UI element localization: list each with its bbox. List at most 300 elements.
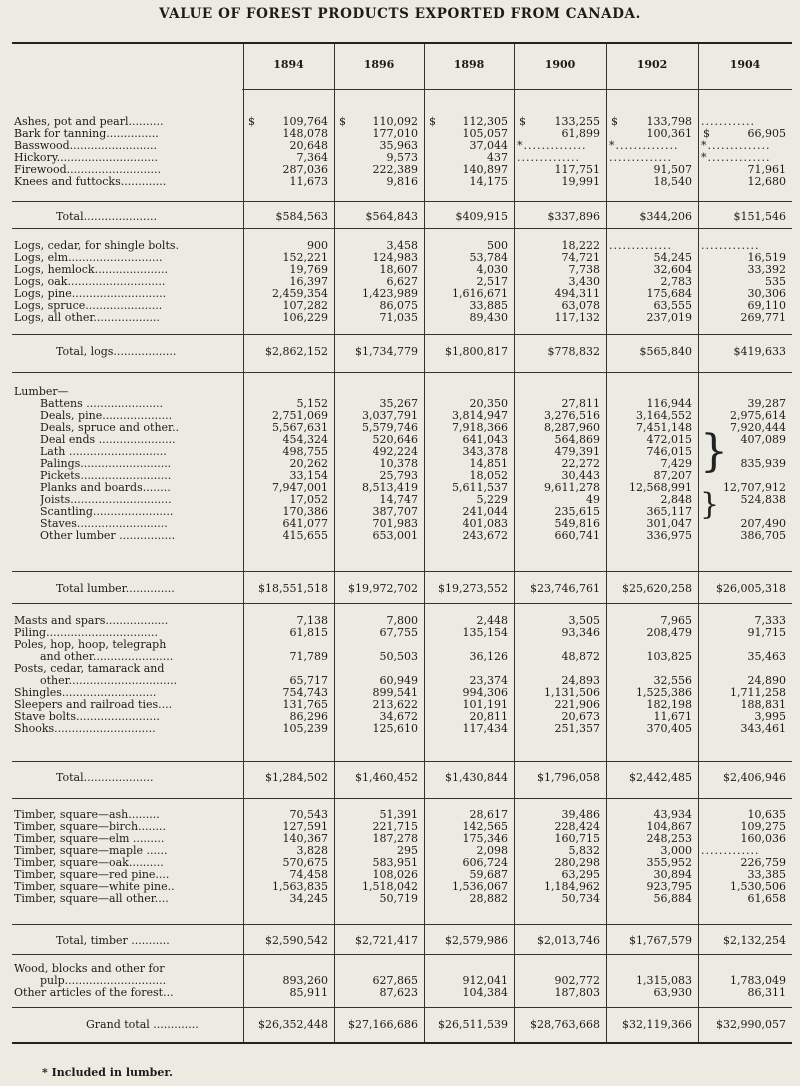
table-row [12,346,792,358]
value-cell: 24,893 [561,674,600,687]
value-cell: $19,972,702 [348,582,418,595]
value-cell: 287,036 [282,163,328,176]
value-cell: 63,295 [561,868,600,881]
value-cell: 109,764 [282,115,328,128]
value-cell: 7,965 [660,614,692,627]
row-label: Timber, square—white pine.. [14,881,175,893]
value-cell: 228,424 [554,820,600,833]
value-cell: 20,350 [469,397,508,410]
dollar-sign: $ [339,115,346,128]
value-cell: 235,615 [554,505,600,518]
value-cell: 269,771 [740,311,786,324]
row-label: Pickets.......................... [40,470,172,482]
value-cell: $1,767,579 [629,934,692,947]
value-cell: 33,154 [289,469,328,482]
value-cell: 498,755 [282,445,328,458]
value-cell: 7,451,148 [636,421,692,434]
value-cell: ............ [701,116,755,128]
row-label: Lumber— [14,386,69,398]
row-label: Planks and boards........ [40,482,171,494]
dollar-sign: $ [248,115,255,128]
value-cell: 207,490 [740,517,786,530]
row-label: Basswood......................... [14,140,158,152]
value-cell: 61,815 [289,626,328,639]
value-cell: $27,166,686 [348,1018,418,1031]
value-cell: 251,357 [554,722,600,735]
value-cell: 7,947,001 [272,481,328,494]
row-label: Masts and spars.................. [14,615,169,627]
row-label: Joists............................. [40,494,172,506]
section-rule [12,603,792,604]
value-cell: 479,391 [554,445,600,458]
value-cell: 5,567,631 [272,421,328,434]
value-cell: 520,646 [372,433,418,446]
value-cell: 3,505 [568,614,600,627]
value-cell: 893,260 [282,974,328,987]
value-cell: 18,540 [653,175,692,188]
table-row [12,723,792,735]
section-rule [12,954,792,955]
value-cell: 51,391 [379,808,418,821]
row-label: Hickory............................. [14,152,158,164]
value-cell: 912,041 [462,974,508,987]
value-cell: 177,010 [372,127,418,140]
value-cell: ............. [701,845,760,857]
value-cell: 117,434 [462,722,508,735]
value-cell: 9,816 [386,175,418,188]
value-cell: $151,546 [733,210,786,223]
value-cell: 295 [397,844,418,857]
value-cell: 8,513,419 [362,481,418,494]
row-label: Sleepers and railroad ties.... [14,699,173,711]
table-row [12,530,792,542]
value-cell: 7,738 [568,263,600,276]
value-cell: 23,374 [469,674,508,687]
value-cell: 7,333 [754,614,786,627]
value-cell: 48,872 [561,650,600,663]
value-cell: 401,083 [462,517,508,530]
section-rule [12,761,792,762]
table-row [12,211,792,223]
value-cell: 208,479 [646,626,692,639]
table-row [12,1019,792,1031]
value-cell: 7,429 [660,457,692,470]
value-cell: *.............. [609,140,679,152]
value-cell: 87,623 [379,986,418,999]
value-cell: 11,673 [289,175,328,188]
row-label: Posts, cedar, tamarack and [14,663,165,675]
year-header: 1896 [363,58,395,71]
value-cell: 1,525,386 [636,686,692,699]
value-cell: 660,741 [554,529,600,542]
value-cell: 923,795 [646,880,692,893]
value-cell: 3,814,947 [452,409,508,422]
value-cell: 17,052 [289,493,328,506]
value-cell: 386,705 [740,529,786,542]
value-cell: 125,610 [372,722,418,735]
value-cell: 32,556 [653,674,692,687]
value-cell: 472,015 [646,433,692,446]
table-row [12,583,792,595]
value-cell: 12,680 [747,175,786,188]
value-cell: *.............. [701,140,771,152]
value-cell: 222,389 [372,163,418,176]
value-cell: $2,721,417 [355,934,418,947]
value-cell: 85,911 [289,986,328,999]
value-cell: 63,078 [561,299,600,312]
value-cell: 7,920,444 [730,421,786,434]
year-header: 1904 [729,58,761,71]
value-cell: 14,747 [379,493,418,506]
value-cell: 60,949 [379,674,418,687]
value-cell: 116,944 [646,397,692,410]
value-cell: $1,800,817 [445,345,508,358]
value-cell: 34,672 [379,710,418,723]
value-cell: 583,951 [372,856,418,869]
value-cell: 12,568,991 [629,481,692,494]
value-cell: 69,110 [747,299,786,312]
table-row [12,176,792,188]
value-cell: 135,154 [462,626,508,639]
value-cell: 133,798 [646,115,692,128]
value-cell: *.............. [517,140,587,152]
value-cell: 187,803 [554,986,600,999]
value-cell: 160,715 [554,832,600,845]
value-cell: 32,604 [653,263,692,276]
value-cell: 2,751,069 [272,409,328,422]
value-cell: $26,005,318 [716,582,786,595]
row-label: Total..................... [56,211,158,223]
value-cell: 103,825 [646,650,692,663]
value-cell: 10,635 [747,808,786,821]
value-cell: 105,057 [462,127,508,140]
header-rule [242,89,792,90]
year-header: 1894 [273,58,304,71]
value-cell: 71,035 [379,311,418,324]
value-cell: 9,573 [386,151,418,164]
value-cell: 221,906 [554,698,600,711]
value-cell: $18,551,518 [258,582,328,595]
value-cell: 1,184,962 [544,880,600,893]
value-cell: 606,724 [462,856,508,869]
value-cell: 50,503 [379,650,418,663]
value-cell: 355,952 [646,856,692,869]
value-cell: 5,152 [296,397,328,410]
value-cell: 18,607 [379,263,418,276]
value-cell: 1,518,042 [362,880,418,893]
value-cell: 994,306 [462,686,508,699]
value-cell: 140,897 [462,163,508,176]
value-cell: $1,734,779 [355,345,418,358]
value-cell: 641,077 [282,517,328,530]
value-cell: 101,191 [462,698,508,711]
value-cell: .............. [517,152,580,164]
value-cell: $409,915 [455,210,508,223]
row-label: Deal ends ...................... [40,434,176,446]
value-cell: *.............. [701,152,771,164]
value-cell: 106,229 [282,311,328,324]
value-cell: $19,273,552 [438,582,508,595]
table-row [12,935,792,947]
row-label: Timber, square—all other.... [14,893,169,905]
value-cell: 16,397 [289,275,328,288]
value-cell: $2,013,746 [537,934,600,947]
value-cell: .............. [609,152,672,164]
value-cell: 2,098 [476,844,508,857]
value-cell: 70,543 [289,808,328,821]
value-cell: 11,671 [653,710,692,723]
value-cell: 221,715 [372,820,418,833]
value-cell: 7,800 [386,614,418,627]
value-cell: 54,245 [653,251,692,264]
value-cell: 301,047 [646,517,692,530]
value-cell: 39,486 [561,808,600,821]
value-cell: 175,346 [462,832,508,845]
value-cell: 89,430 [469,311,508,324]
value-cell: 188,831 [740,698,786,711]
value-cell: 336,975 [646,529,692,542]
value-cell: 243,672 [462,529,508,542]
value-cell: 107,282 [282,299,328,312]
value-cell: 105,239 [282,722,328,735]
value-cell: 43,934 [653,808,692,821]
value-cell: 87,207 [653,469,692,482]
value-cell: $2,862,152 [265,345,328,358]
year-header: 1898 [453,58,485,71]
row-label: Staves.......................... [40,518,168,530]
value-cell: 564,869 [554,433,600,446]
value-cell: 1,315,083 [636,974,692,987]
value-cell: 18,222 [561,239,600,252]
value-cell: 3,164,552 [636,409,692,422]
forest-exports-table [12,42,792,1044]
footnote: * Included in lumber. [42,1066,173,1079]
value-cell: $2,590,542 [265,934,328,947]
value-cell: $584,563 [275,210,328,223]
value-cell: 65,717 [289,674,328,687]
row-label: Logs, pine........................... [14,288,167,300]
row-label: Timber, square—red pine.... [14,869,170,881]
value-cell: 109,275 [740,820,786,833]
row-label: Shingles........................... [14,687,157,699]
value-cell: $419,633 [733,345,786,358]
value-cell: 91,507 [653,163,692,176]
value-cell: 56,884 [653,892,692,905]
value-cell: 415,655 [282,529,328,542]
row-label: Logs, oak............................ [14,276,166,288]
value-cell: 37,044 [469,139,508,152]
row-label: Wood, blocks and other for [14,963,165,975]
value-cell: 19,991 [561,175,600,188]
value-cell: 36,126 [469,650,508,663]
value-cell: $26,352,448 [258,1018,328,1031]
value-cell: 3,276,516 [544,409,600,422]
value-cell: 67,755 [379,626,418,639]
value-cell: 22,272 [561,457,600,470]
value-cell: 213,622 [372,698,418,711]
dollar-sign: $ [429,115,436,128]
value-cell: $565,840 [639,345,692,358]
value-cell: 454,324 [282,433,328,446]
value-cell: $32,990,057 [716,1018,786,1031]
value-cell: 14,175 [469,175,508,188]
year-header: 1900 [544,58,576,71]
value-cell: 59,687 [469,868,508,881]
value-cell: 4,030 [476,263,508,276]
value-cell: 152,221 [282,251,328,264]
value-cell: $1,796,058 [537,771,600,784]
value-cell: 61,899 [561,127,600,140]
row-label: Grand total ............. [86,1019,199,1031]
value-cell: 112,305 [462,115,508,128]
section-rule [12,334,792,335]
value-cell: 18,052 [469,469,508,482]
value-cell: 9,611,278 [544,481,600,494]
row-label: Piling................................ [14,627,158,639]
row-label: Logs, spruce...................... [14,300,163,312]
value-cell: 33,392 [747,263,786,276]
table-row [12,627,792,639]
row-label: Total.................... [56,772,154,784]
value-cell: 1,563,835 [272,880,328,893]
value-cell: 343,461 [740,722,786,735]
value-cell: 53,784 [469,251,508,264]
table-row [12,772,792,784]
value-cell: 2,517 [476,275,508,288]
value-cell: 226,759 [740,856,786,869]
value-cell: $344,206 [639,210,692,223]
section-rule [12,201,792,202]
value-cell: 5,611,537 [452,481,508,494]
value-cell: 28,882 [469,892,508,905]
value-cell: $1,430,844 [445,771,508,784]
value-cell: 900 [307,239,328,252]
value-cell: 902,772 [554,974,600,987]
row-label: Logs, cedar, for shingle bolts. [14,240,180,252]
table-row [12,312,792,324]
row-label: and other....................... [40,651,174,663]
value-cell: 549,816 [554,517,600,530]
value-cell: 20,673 [561,710,600,723]
value-cell: 30,894 [653,868,692,881]
row-label: Logs, hemlock..................... [14,264,169,276]
section-rule [12,228,792,229]
value-cell: 754,743 [282,686,328,699]
row-label: Total lumber.............. [56,583,175,595]
row-label: other............................... [40,675,178,687]
value-cell: $23,746,761 [530,582,600,595]
value-cell: 127,591 [282,820,328,833]
table-row [12,651,792,663]
value-cell: 12,707,912 [723,481,786,494]
row-label: Stave bolts........................ [14,711,160,723]
value-cell: 524,838 [740,493,786,506]
value-cell: 2,848 [660,493,692,506]
row-label: Lath ............................ [40,446,167,458]
value-cell: 133,255 [554,115,600,128]
row-label: Deals, spruce and other.. [40,422,180,434]
row-label: Battens ...................... [40,398,164,410]
row-label: Ashes, pot and pearl.......... [14,116,164,128]
value-cell: 500 [487,239,508,252]
value-cell: 407,089 [740,433,786,446]
value-cell: 170,386 [282,505,328,518]
value-cell: 1,783,049 [730,974,786,987]
value-cell: $337,896 [547,210,600,223]
value-cell: 5,229 [476,493,508,506]
value-cell: 74,458 [289,868,328,881]
value-cell: 71,961 [747,163,786,176]
row-label: pulp............................. [40,975,167,987]
value-cell: 61,658 [747,892,786,905]
value-cell: 117,751 [554,163,600,176]
dollar-sign: $ [703,127,710,140]
value-cell: 7,918,366 [452,421,508,434]
row-label: Knees and futtocks............. [14,176,167,188]
value-cell: $564,843 [365,210,418,223]
value-cell: 33,385 [747,868,786,881]
value-cell: 1,423,989 [362,287,418,300]
value-cell: 50,719 [379,892,418,905]
page-title: VALUE OF FOREST PRODUCTS EXPORTED FROM CANADA. [159,6,641,22]
row-label: Total, timber ........... [56,935,170,947]
value-cell: 3,430 [568,275,600,288]
value-cell: 3,458 [386,239,418,252]
value-cell: 86,311 [747,986,786,999]
value-cell: 7,138 [296,614,328,627]
value-cell: 370,405 [646,722,692,735]
value-cell: 49 [586,493,600,506]
value-cell: 93,346 [561,626,600,639]
value-cell: 142,565 [462,820,508,833]
value-cell: 248,253 [646,832,692,845]
value-cell: 108,026 [372,868,418,881]
value-cell: $32,119,366 [622,1018,692,1031]
value-cell: 25,793 [379,469,418,482]
value-cell: 641,043 [462,433,508,446]
value-cell: $26,511,539 [438,1018,508,1031]
value-cell: 1,711,258 [730,686,786,699]
value-cell: 3,037,791 [362,409,418,422]
value-cell: 387,707 [372,505,418,518]
row-label: Timber, square—maple ...... [14,845,168,857]
section-rule [12,798,792,799]
row-label: Other lumber ................ [40,530,176,542]
value-cell: 34,245 [289,892,328,905]
value-cell: 182,198 [646,698,692,711]
value-cell: 19,769 [289,263,328,276]
value-cell: 835,939 [740,457,786,470]
value-cell: 63,930 [653,986,692,999]
value-cell: 30,306 [747,287,786,300]
value-cell: 160,036 [740,832,786,845]
value-cell: 117,132 [554,311,600,324]
row-label: Timber, square—birch........ [14,821,167,833]
value-cell: $25,620,258 [622,582,692,595]
value-cell: 71,789 [289,650,328,663]
value-cell: 8,287,960 [544,421,600,434]
row-label: Timber, square—oak.......... [14,857,164,869]
row-label: Palings.......................... [40,458,172,470]
value-cell: 30,443 [561,469,600,482]
value-cell: 701,983 [372,517,418,530]
row-label: Poles, hop, hoop, telegraph [14,639,167,651]
table-row [12,893,792,905]
value-cell: 27,811 [561,397,600,410]
value-cell: 535 [765,275,786,288]
value-cell: 2,975,614 [730,409,786,422]
value-cell: 100,361 [646,127,692,140]
